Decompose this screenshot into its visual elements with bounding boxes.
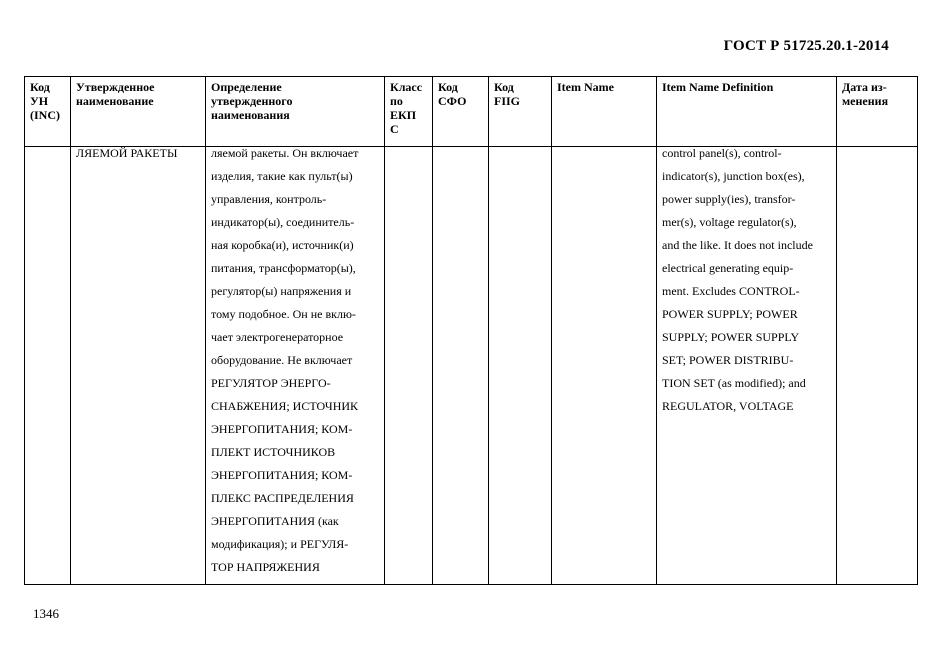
text-line: ЭНЕРГОПИТАНИЯ (как (211, 514, 339, 528)
column-header-item-name-definition: Item Name Definition (657, 77, 837, 147)
text-line: electrical generating equip- (662, 261, 794, 275)
page-number: 1346 (33, 606, 59, 621)
spec-table (24, 76, 918, 585)
text-line: чает электрогенераторное (211, 330, 344, 344)
text-line: ment. Excludes CONTROL- (662, 284, 800, 298)
cell-fiig-code (489, 147, 552, 585)
text-line: регулятор(ы) напряжения и (211, 284, 352, 298)
text-line: ЛЯЕМОЙ РАКЕТЫ (76, 146, 178, 160)
text-line: ЭНЕРГОПИТАНИЯ; КОМ- (211, 422, 353, 436)
cell-sfo-code (433, 147, 489, 585)
text-line: ная коробка(и), источник(и) (211, 238, 354, 252)
column-header-inc-code: Код УН (INC) (25, 77, 71, 147)
column-header-fiig-code: Код FIIG (489, 77, 552, 147)
text-line: питания, трансформатор(ы), (211, 261, 356, 275)
column-header-change-date: Дата из- менения (837, 77, 918, 147)
cell-inc-code (25, 147, 71, 585)
text-line: ляемой ракеты. Он включает (211, 146, 359, 160)
text-line: индикатор(ы), соединитель- (211, 215, 355, 229)
column-header-sfo-code: Код СФО (433, 77, 489, 147)
cell-definition (206, 147, 385, 585)
text-line: power supply(ies), transfor- (662, 192, 796, 206)
text-line: control panel(s), control- (662, 146, 782, 160)
column-header-ekps-class: Класс по ЕКП С (385, 77, 433, 147)
column-header-item-name: Item Name (552, 77, 657, 147)
column-header-definition: Определение утвержденного наименования (206, 77, 385, 147)
text-line: изделия, такие как пульт(ы) (211, 169, 353, 183)
text-line: POWER SUPPLY; POWER (662, 307, 798, 321)
text-line: тому подобное. Он не вклю- (211, 307, 356, 321)
text-line: ПЛЕКС РАСПРЕДЕЛЕНИЯ (211, 491, 354, 505)
text-line: and the like. It does not include (662, 238, 813, 252)
cell-item-name-definition (657, 147, 837, 585)
cell-approved-name (71, 147, 206, 585)
text-line: ПЛЕКТ ИСТОЧНИКОВ (211, 445, 336, 459)
cell-ekps-class (385, 147, 433, 585)
text-line: mer(s), voltage regulator(s), (662, 215, 797, 229)
text-line: управления, контроль- (211, 192, 327, 206)
text-line: SET; POWER DISTRIBU- (662, 353, 794, 367)
text-line: СНАБЖЕНИЯ; ИСТОЧНИК (211, 399, 359, 413)
text-line: indicator(s), junction box(es), (662, 169, 805, 183)
text-line: SUPPLY; POWER SUPPLY (662, 330, 800, 344)
text-line: ТОР НАПРЯЖЕНИЯ (211, 560, 320, 574)
table-row (25, 147, 918, 585)
text-line: оборудование. Не включает (211, 353, 353, 367)
cell-change-date (837, 147, 918, 585)
header-row (25, 77, 918, 147)
text-line: РЕГУЛЯТОР ЭНЕРГО- (211, 376, 331, 390)
document-code: ГОСТ Р 51725.20.1-2014 (723, 38, 889, 54)
text-line: ЭНЕРГОПИТАНИЯ; КОМ- (211, 468, 353, 482)
text-line: TION SET (as modified); and (662, 376, 806, 390)
column-header-approved-name: Утвержденное наименование (71, 77, 206, 147)
text-line: REGULATOR, VOLTAGE (662, 399, 794, 413)
cell-item-name (552, 147, 657, 585)
text-line: модификация); и РЕГУЛЯ- (211, 537, 349, 551)
